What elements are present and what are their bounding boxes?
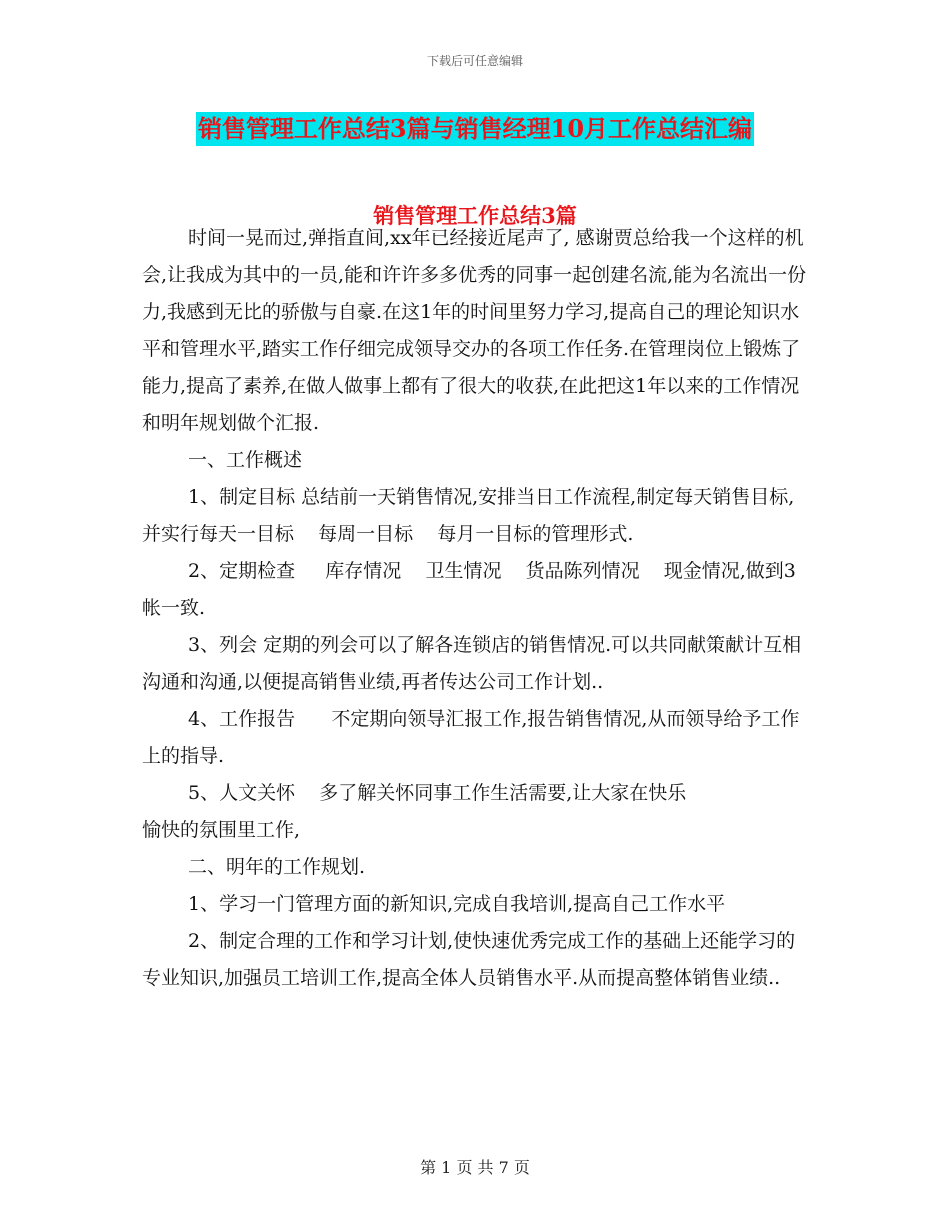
paragraph-item-4: 4、工作报告 不定期向领导汇报工作,报告销售情况,从而领导给予工作上的指导. [142, 708, 800, 767]
header-note: 下载后可任意编辑 [426, 54, 523, 68]
paragraph-intro: 时间一晃而过,弹指直间,xx年已经接近尾声了, 感谢贾总给我一个这样的机会,让我成为其中的一员,能和许许多多优秀的同事一起创建名流,能为名流出一份力,我感到无比的骄傲与自豪.在这1年的时间里努力学习,提高自己的理论知识水平和管理水平,踏实工作仔细完成领导交办的各项工作任务.在管理岗位上锻炼了能力,提高了素养,在做人做事上都有了很大的收获,在此把这1年以来的工作情况和明年规划做个汇报. [142, 227, 807, 434]
heading-work-overview: 一、工作概述 [188, 449, 303, 471]
document-title-text: 销售管理工作总结3篇与销售经理10月工作总结汇编 [196, 112, 754, 146]
page-footer: 第 1 页 共 7 页 [420, 1158, 530, 1177]
document-body [142, 220, 810, 997]
paragraph-plan-1: 1、学习一门管理方面的新知识,完成自我培训,提高自己工作水平 [188, 893, 726, 915]
paragraph-item-1: 1、制定目标 总结前一天销售情况,安排当日工作流程,制定每天销售目标,并实行每天一目标 每周一目标 每月一目标的管理形式. [142, 486, 795, 545]
section-title: 销售管理工作总结3篇 [373, 203, 577, 228]
paragraph-item-2: 2、定期检查 库存情况 卫生情况 货品陈列情况 现金情况,做到3帐一致. [142, 560, 796, 619]
paragraph-item-3: 3、列会 定期的列会可以了解各连锁店的销售情况.可以共同献策献计互相沟通和沟通,以便提高销售业绩,再者传达公司工作计划.. [142, 634, 802, 693]
paragraph-plan-2: 2、制定合理的工作和学习计划,使快速优秀完成工作的基础上还能学习的专业知识,加强员工培训工作,提高全体人员销售水平.从而提高整体销售业绩.. [142, 930, 796, 989]
paragraph-item-5: 5、人文关怀 多了解关怀同事工作生活需要,让大家在快乐 愉快的氛围里工作, [142, 782, 687, 841]
document-title [0, 112, 950, 146]
heading-next-year-plan: 二、明年的工作规划. [188, 856, 366, 878]
